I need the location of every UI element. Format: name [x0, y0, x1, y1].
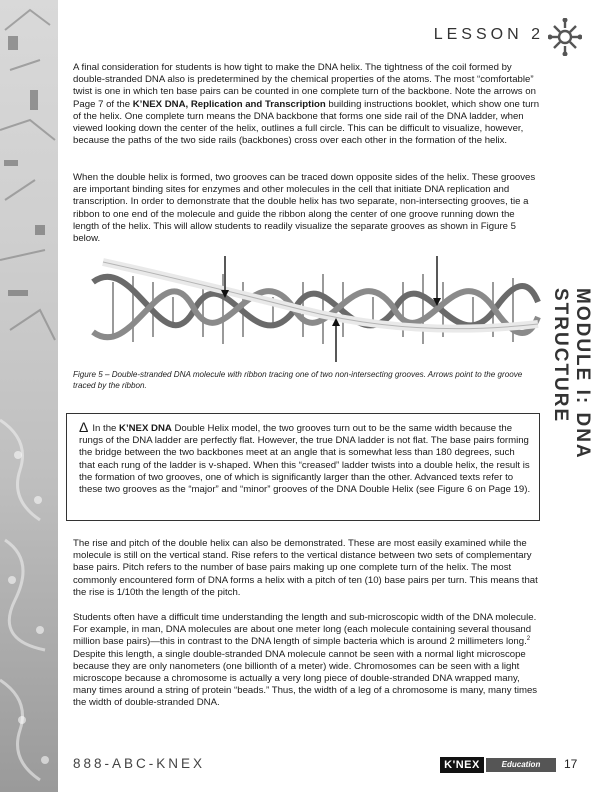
arrow-down-icon-2: [433, 256, 441, 306]
note-text-b: Double Helix model, the two grooves turn out to be the same width because the rungs of the DNA ladder are perfectly flat. However, the true DNA ladder is not flat. The base pairs forming the bridge between the two backbones meet at an angle that is somewhat less than 180 degrees, such that each rung of the ladder is v-shaped. When this “creased” ladder twists into a double helix, the result is the formation of two grooves, one of which is significantly larger than the other. Advanced texts refer to these two grooves as the “major” and “minor” grooves of the DNA Double Helix (see Figure 6 on Page 19).: [79, 423, 531, 496]
lesson-title: LESSON 2: [433, 26, 544, 43]
delta-icon: Δ: [79, 419, 89, 435]
p4-text-b: Despite this length, a single double-stranded DNA molecule cannot be seen with a normal light microscope because they are only nanometers (one billionth of a meter) wide. Chromosomes can be seen with a light microscope because a chromosome is actually a very long piece of double-stranded DNA wrapped many, many times around a string of protein “beads.” Thus, the width of a leg of a chromosome is many, many times the width of double-stranded DNA.: [73, 648, 538, 709]
left-decorative-strip: [0, 0, 58, 792]
logo-education: Education: [486, 758, 556, 772]
p1-text-a: A final consideration for students is how tight to make the DNA helix. The tightness of the coil formed by double-stranded DNA also is predetermined by the chemical properties of the atoms. The most “comfortable” twist is one in which ten base pairs can be counted in one complete turn of the backbone. Note the arrows on Page 7 of the: [73, 62, 536, 110]
module-title-vertical: MODULE I: DNA STRUCTURE: [550, 288, 593, 459]
paragraph-grooves: [73, 172, 543, 245]
p2-text: When the double helix is formed, two grooves can be traced down opposite sides of the helix. These grooves are important binding sites for enzymes and other molecules in the cell that initiate DNA replication and transcription. In order to demonstrate that the double helix has two separate, non-intersecting grooves, tie a ribbon to one end of the molecule and guide the ribbon along the center of one groove running down the length of the helix. This will allow students to readily visualize the separate grooves as shown in Figure 5 below.: [73, 172, 536, 245]
decorative-molecule-pattern: [0, 0, 58, 792]
gear-icon: [548, 18, 582, 56]
note-box: [66, 413, 540, 521]
footnote-ref: 2: [526, 636, 531, 643]
logo-knex: K'NEX: [440, 757, 484, 773]
p4-text-a: Students often have a difficult time understanding the length and sub-microscopic width of the DNA molecule. For example, in man, DNA molecules are about one meter long (each molecule containing several thousand million base pairs)—this in contrast to the DNA length of simple bacteria which is around 2 millimeters long.: [73, 612, 537, 648]
figure-caption: Figure 5 – Double-stranded DNA molecule with ribbon tracing one of two non-intersecting grooves. Arrows point to the groove traced by the ribbon.: [73, 370, 523, 390]
paragraph-helix-tightness: [73, 62, 543, 147]
paragraph-rise-pitch: [73, 538, 543, 599]
note-text-a: In the: [92, 423, 120, 434]
arrow-up-icon: [332, 318, 340, 362]
page-number: 17: [564, 757, 578, 771]
p3-text: The rise and pitch of the double helix can also be demonstrated. These are most easily examined while the molecule is still on the vertical stand. Rise refers to the vertical distance between two sets of complementary base pairs. Pitch refers to the number of base pairs making up one complete turn of the helix. The most commonly encountered form of DNA forms a helix with a pitch of ten (10) base pairs per turn. This means that the rise is 1/10th the length of the pitch.: [73, 538, 538, 598]
note-model-name: K’NEX DNA: [119, 423, 172, 434]
p1-booklet-title: K’NEX DNA, Replication and Transcription: [132, 98, 326, 110]
footer-phone: 888-ABC-KNEX: [73, 756, 206, 771]
paragraph-dna-length: [73, 612, 543, 710]
p1-text-b: building instructions booklet, which show one turn of the helix. One complete turn means the DNA backbone that forms one side rail of the DNA ladder, when viewed looking down the center of the helix, outlines a full circle. This can be difficult to visualize, however, because the paths of the two side rails (backbones) cross over each other in the formation of the helix.: [73, 98, 540, 147]
dna-helix-figure: [73, 252, 543, 364]
knex-education-logo: [440, 757, 556, 773]
